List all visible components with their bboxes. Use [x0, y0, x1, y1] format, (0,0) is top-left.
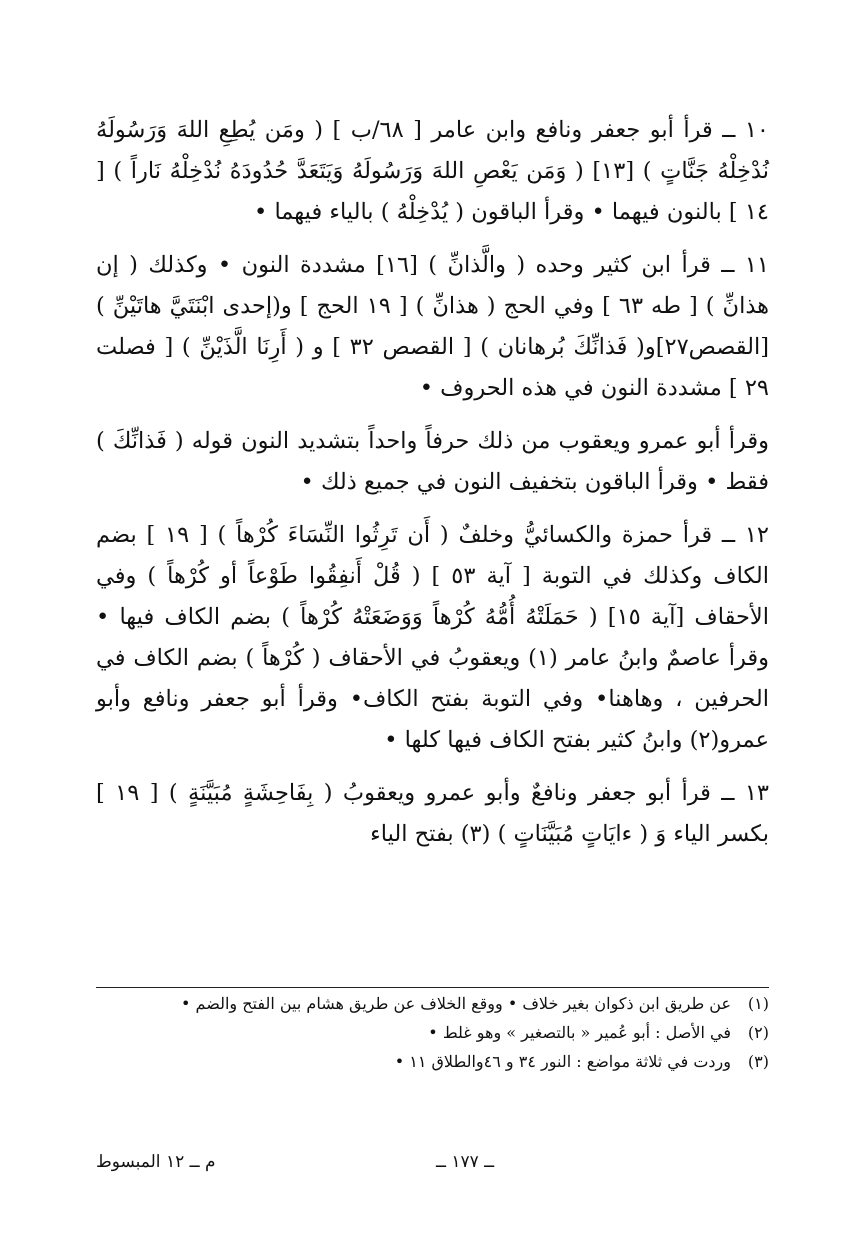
footnote-number: (٣): [747, 1052, 769, 1071]
footnote-1: [96, 989, 769, 1018]
paragraph-13: ١٣ ــ قرأ أبو جعفر ونافعٌ وأبو عمرو ويعقوبُ ( بِفَاحِشَةٍ مُبَيَّنَةٍ ) [ ١٩ ] بكسر الياء وَ ( ءايَاتٍ مُبَيَّنَاتٍ ) (٣) بفتح الياء: [96, 780, 769, 847]
footnote-text: عن طريق ابن ذكوان بغير خلاف • ووقع الخلاف عن طريق هشام بين الفتح والضم •: [181, 994, 731, 1013]
main-text: [96, 110, 769, 867]
paragraph-12: ١٢ ــ قرأ حمزة والكسائيُّ وخلفٌ ( أَن تَرِثُوا النِّسَاءَ كُرْهاً ) [ ١٩ ] بضم الكاف وكذلك في التوبة [ آية ٥٣ ] ( قُلْ أَنفِقُوا طَوْعاً أو كُرْهاً ) وفي الأحقاف [آية ١٥] ( حَمَلَتْهُ أُمُّهُ كُرْهاً وَوَضَعَتْهُ كُرْهاً ) بضم الكاف فيها • وقرأ عاصمٌ وابنُ عامر (١) ويعقوبُ في الأحقاف ( كُرْهاً ) بضم الكاف في الحرفين ، وهاهنا• وفي التوبة بفتح الكاف• وقرأ أبو جعفر ونافع وأبو عمرو(٢) وابنُ كثير بفتح الكاف فيها كلها •: [96, 522, 769, 753]
footnotes: [96, 989, 769, 1076]
page-number: ــ ١٧٧ ــ: [436, 1152, 495, 1172]
printer-signature: م ــ ١٢ المبسوط: [96, 1152, 216, 1172]
footnote-text: وردت في ثلاثة مواضع : النور ٣٤ و ٤٦والطلاق ١١ •: [394, 1052, 731, 1071]
footnote-2: [96, 1018, 769, 1047]
footnote-divider: [96, 987, 769, 988]
footnote-number: (٢): [747, 1023, 769, 1042]
footnote-3: [96, 1047, 769, 1076]
footnote-number: (١): [747, 994, 769, 1013]
footnote-text: في الأصل : أبو عُمير « بالتصغير » وهو غلط •: [428, 1023, 731, 1042]
paragraph-10: ١٠ ــ قرأ أبو جعفر ونافع وابن عامر [ ٦٨/ب ] ( ومَن يُطِعِ اللهَ وَرَسُولَهُ نُدْخِلْهُ جَنَّاتٍ ) [١٣] ( وَمَن يَعْصِ اللهَ وَرَسُولَهُ وَيَتَعَدَّ حُدُودَهُ نُدْخِلْهُ نَاراً ) [ ١٤ ] بالنون فيهما • وقرأ الباقون ( يُدْخِلْهُ ) بالياء فيهما •: [96, 117, 770, 225]
paragraph-11-cont: وقرأ أبو عمرو ويعقوب من ذلك حرفاً واحداً بتشديد النون قوله ( فَذانِّكَ ) فقط • وقرأ الباقون بتخفيف النون في جميع ذلك •: [96, 428, 769, 495]
paragraph-11: ١١ ــ قرأ ابن كثير وحده ( والَّذانِّ ) [١٦] مشددة النون • وكذلك ( إن هذانِّ ) [ طه ٦٣ ] وفي الحج ( هذانِّ ) [ ١٩ الحج ] و(إحدى ابْنَتَيَّ هاتَيْنِّ ) [القصص٢٧]و( فَذانِّكَ بُرهانان ) [ القصص ٣٢ ] و ( أَرِنَا الَّذَيْنِّ ) [ فصلت ٢٩ ] مشددة النون في هذه الحروف •: [96, 252, 769, 401]
page-footer: [96, 1152, 769, 1180]
